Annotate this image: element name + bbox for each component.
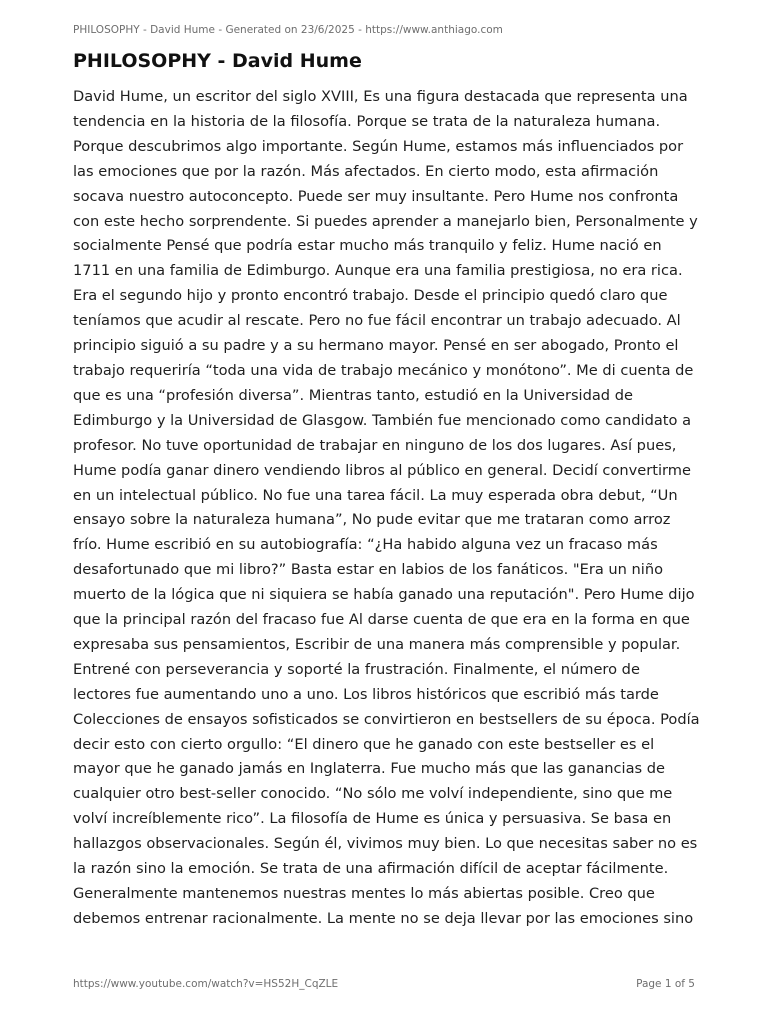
footer-source-url[interactable]: https://www.youtube.com/watch?v=HS52H_CqZLE — [73, 978, 339, 990]
body-text-line: decir esto con cierto orgullo: “El dinero que he ganado con este bestseller es el — [73, 735, 655, 753]
body-text-line: hallazgos observacionales. Según él, vivimos muy bien. Lo que necesitas saber no es — [73, 835, 698, 853]
body-text-line: Colecciones de ensayos sofisticados se convirtieron en bestsellers de su época. Podía — [73, 710, 700, 728]
body-text-line: las emociones que por la razón. Más afectados. En cierto modo, esta afirmación — [73, 162, 659, 180]
body-text-line: socialmente Pensé que podría estar mucho más tranquilo y feliz. Hume nació en — [73, 237, 662, 255]
document-body — [73, 85, 698, 932]
body-text-line: que la principal razón del fracaso fue Al darse cuenta de que era en la forma en que — [73, 611, 690, 629]
body-text-line: desafortunado que mi libro?” Basta estar en labios de los fanáticos. "Era un niño — [73, 561, 664, 579]
body-text-line: frío. Hume escribió en su autobiografía: “¿Ha habido alguna vez un fracaso más — [73, 536, 658, 554]
body-text-line: con este hecho sorprendente. Si puedes aprender a manejarlo bien, Personalmente y — [73, 212, 698, 230]
body-text-line: David Hume, un escritor del siglo XVIII, Es una figura destacada que representa una — [73, 88, 688, 105]
body-text-line: socava nuestro autoconcepto. Puede ser muy insultante. Pero Hume nos confronta — [73, 187, 679, 205]
body-text-line: Edimburgo y la Universidad de Glasgow. También fue mencionado como candidato a — [73, 411, 692, 429]
body-text-line: en un intelectual público. No fue una tarea fácil. La muy esperada obra debut, “Un — [73, 486, 678, 504]
body-text-line: la razón sino la emoción. Se trata de una afirmación difícil de aceptar fácilmente. — [73, 860, 669, 878]
page-footer — [73, 978, 695, 990]
body-text-line: Porque descubrimos algo importante. Según Hume, estamos más influenciados por — [73, 137, 684, 155]
body-text-line: debemos entrenar racionalmente. La mente no se deja llevar por las emociones sino — [73, 909, 694, 927]
body-text-line: muerto de la lógica que ni siquiera se había ganado una reputación". Pero Hume dijo — [73, 586, 695, 604]
page-header: PHILOSOPHY - David Hume - Generated on 23/6/2025 - https://www.anthiago.com — [73, 24, 503, 36]
body-text-line: volví increíblemente rico”. La filosofía de Hume es única y persuasiva. Se basa en — [73, 810, 672, 828]
body-text-line: principio siguió a su padre y a su hermano mayor. Pensé en ser abogado, Pronto el — [73, 337, 679, 355]
body-text-line: Entrené con perseverancia y soporté la frustración. Finalmente, el número de — [73, 660, 640, 678]
body-text-line: profesor. No tuve oportunidad de trabajar en ninguno de los dos lugares. Así pues, — [73, 436, 677, 454]
body-text-line: trabajo requeriría “toda una vida de trabajo mecánico y monótono”. Me di cuenta de — [73, 361, 694, 379]
body-text-line: Hume podía ganar dinero vendiendo libros al público en general. Decidí convertirme — [73, 461, 691, 479]
body-text-line: tendencia en la historia de la filosofía. Porque se trata de la naturaleza humana. — [73, 112, 661, 130]
body-text-line: teníamos que acudir al rescate. Pero no fue fácil encontrar un trabajo adecuado. Al — [73, 312, 681, 330]
body-text-line: Generalmente mantenemos nuestras mentes lo más abiertas posible. Creo que — [73, 885, 655, 902]
document-title: PHILOSOPHY - David Hume — [73, 50, 362, 72]
body-text-line: 1711 en una familia de Edimburgo. Aunque era una familia prestigiosa, no era rica. — [73, 262, 683, 280]
body-text-line: expresaba sus pensamientos, Escribir de una manera más comprensible y popular. — [73, 635, 681, 653]
body-text-line: mayor que he ganado jamás en Inglaterra. Fue mucho más que las ganancias de — [73, 760, 666, 778]
body-text-line: que es una “profesión diversa”. Mientras tanto, estudió en la Universidad de — [73, 386, 633, 404]
page-number: Page 1 of 5 — [636, 978, 695, 990]
body-text-line: lectores fue aumentando uno a uno. Los libros históricos que escribió más tarde — [73, 685, 659, 703]
body-text-line: ensayo sobre la naturaleza humana”, No pude evitar que me trataran como arroz — [73, 511, 671, 529]
body-text-line: Era el segundo hijo y pronto encontró trabajo. Desde el principio quedó claro que — [73, 287, 668, 305]
body-text-line: cualquier otro best-seller conocido. “No sólo me volví independiente, sino que me — [73, 785, 673, 803]
